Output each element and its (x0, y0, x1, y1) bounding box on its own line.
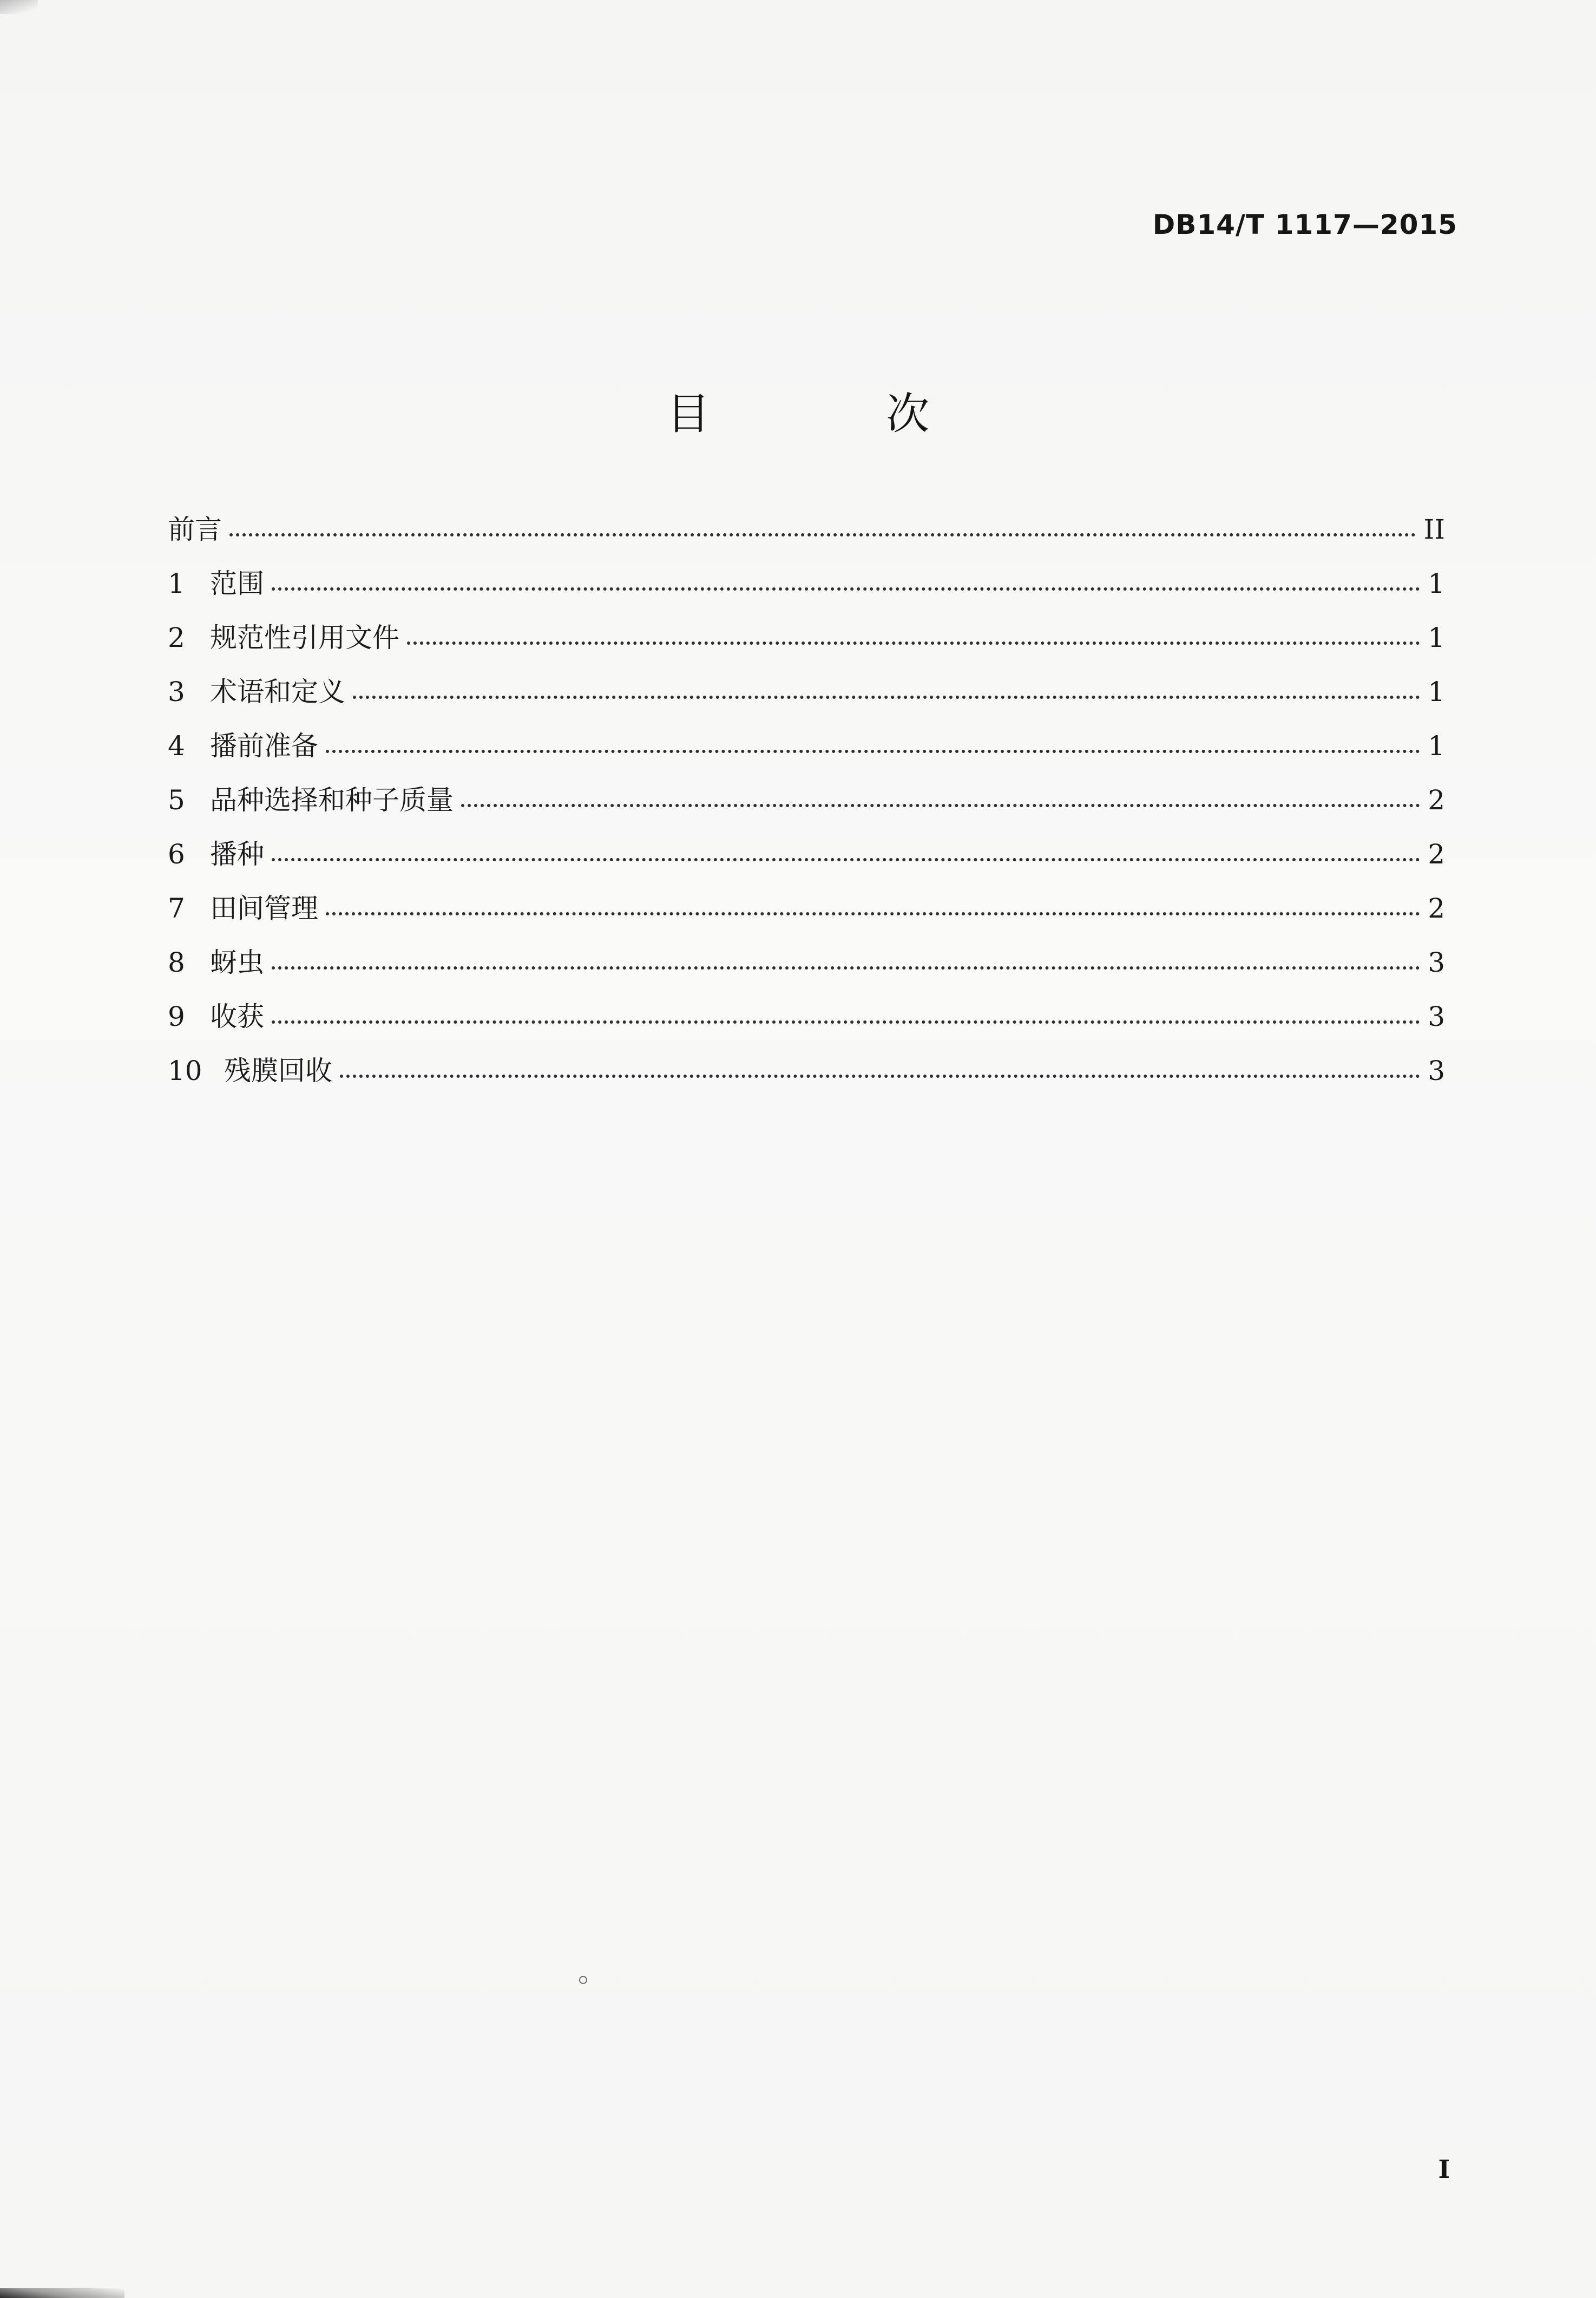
toc-entry-number: 9 (168, 1001, 185, 1032)
toc-entry-8[interactable] (168, 935, 1445, 990)
dot-leader (326, 750, 1420, 753)
toc-entry-foreword[interactable] (168, 502, 1445, 557)
toc-entry-number: 2 (168, 622, 185, 653)
dot-leader (340, 1075, 1420, 1078)
dot-leader (407, 641, 1420, 645)
scan-shadow-bottom-left (0, 2288, 124, 2298)
toc-entry-9[interactable] (168, 990, 1445, 1044)
toc-entry-label: 田间管理 (210, 893, 318, 924)
toc-entry-label: 蚜虫 (210, 947, 264, 978)
toc-entry-7[interactable] (168, 881, 1445, 935)
toc-entry-4[interactable] (168, 719, 1445, 773)
toc-entry-6[interactable] (168, 827, 1445, 881)
toc-entry-5[interactable] (168, 773, 1445, 827)
toc-entry-page: II (1423, 514, 1445, 545)
dot-leader (353, 696, 1420, 699)
toc-entry-label: 播种 (210, 839, 264, 870)
dot-leader (326, 912, 1420, 915)
toc-entry-page: 3 (1428, 1055, 1445, 1086)
toc-entry-page: 1 (1428, 568, 1445, 599)
dot-leader (461, 804, 1420, 807)
toc-entry-label: 范围 (210, 568, 264, 599)
toc-entry-number: 8 (168, 947, 185, 978)
toc-entry-2[interactable] (168, 611, 1445, 665)
toc-entry-3[interactable] (168, 665, 1445, 719)
toc-entry-label: 播前准备 (210, 730, 318, 762)
toc-entry-label: 品种选择和种子质量 (210, 784, 454, 816)
dot-leader (272, 858, 1420, 861)
toc-entry-page: 1 (1428, 730, 1445, 762)
toc-entry-number: 7 (168, 893, 185, 924)
toc-entry-10[interactable] (168, 1044, 1445, 1098)
toc-entry-page: 2 (1428, 893, 1445, 924)
toc-entry-label: 收获 (210, 1001, 264, 1032)
scan-shadow-top-left (0, 0, 38, 14)
toc-entry-number: 3 (168, 676, 185, 708)
toc-entry-page: 1 (1428, 676, 1445, 708)
toc-entry-number: 4 (168, 730, 185, 762)
toc-entry-number: 1 (168, 568, 185, 599)
page-number: I (1438, 2155, 1450, 2184)
toc-entry-label: 前言 (168, 514, 222, 545)
scan-speck (579, 1976, 587, 1984)
dot-leader (272, 966, 1420, 970)
toc-entry-label: 术语和定义 (210, 676, 345, 708)
toc-entry-page: 1 (1428, 622, 1445, 653)
toc-entry-number: 6 (168, 839, 185, 870)
dot-leader (272, 587, 1420, 591)
page-title: 目 次 (666, 389, 1011, 439)
toc-entry-1[interactable] (168, 557, 1445, 611)
dot-leader (272, 1020, 1420, 1024)
toc-entry-page: 3 (1428, 947, 1445, 978)
toc-entry-page: 2 (1428, 784, 1445, 816)
toc-entry-number: 10 (168, 1055, 202, 1086)
document-code: DB14/T 1117—2015 (1152, 209, 1457, 240)
toc-entry-page: 2 (1428, 839, 1445, 870)
toc-entry-label: 规范性引用文件 (210, 622, 399, 653)
toc-entry-label: 残膜回收 (224, 1055, 332, 1086)
table-of-contents (168, 502, 1445, 1098)
toc-entry-number: 5 (168, 784, 185, 816)
dot-leader (229, 533, 1416, 536)
toc-entry-page: 3 (1428, 1001, 1445, 1032)
